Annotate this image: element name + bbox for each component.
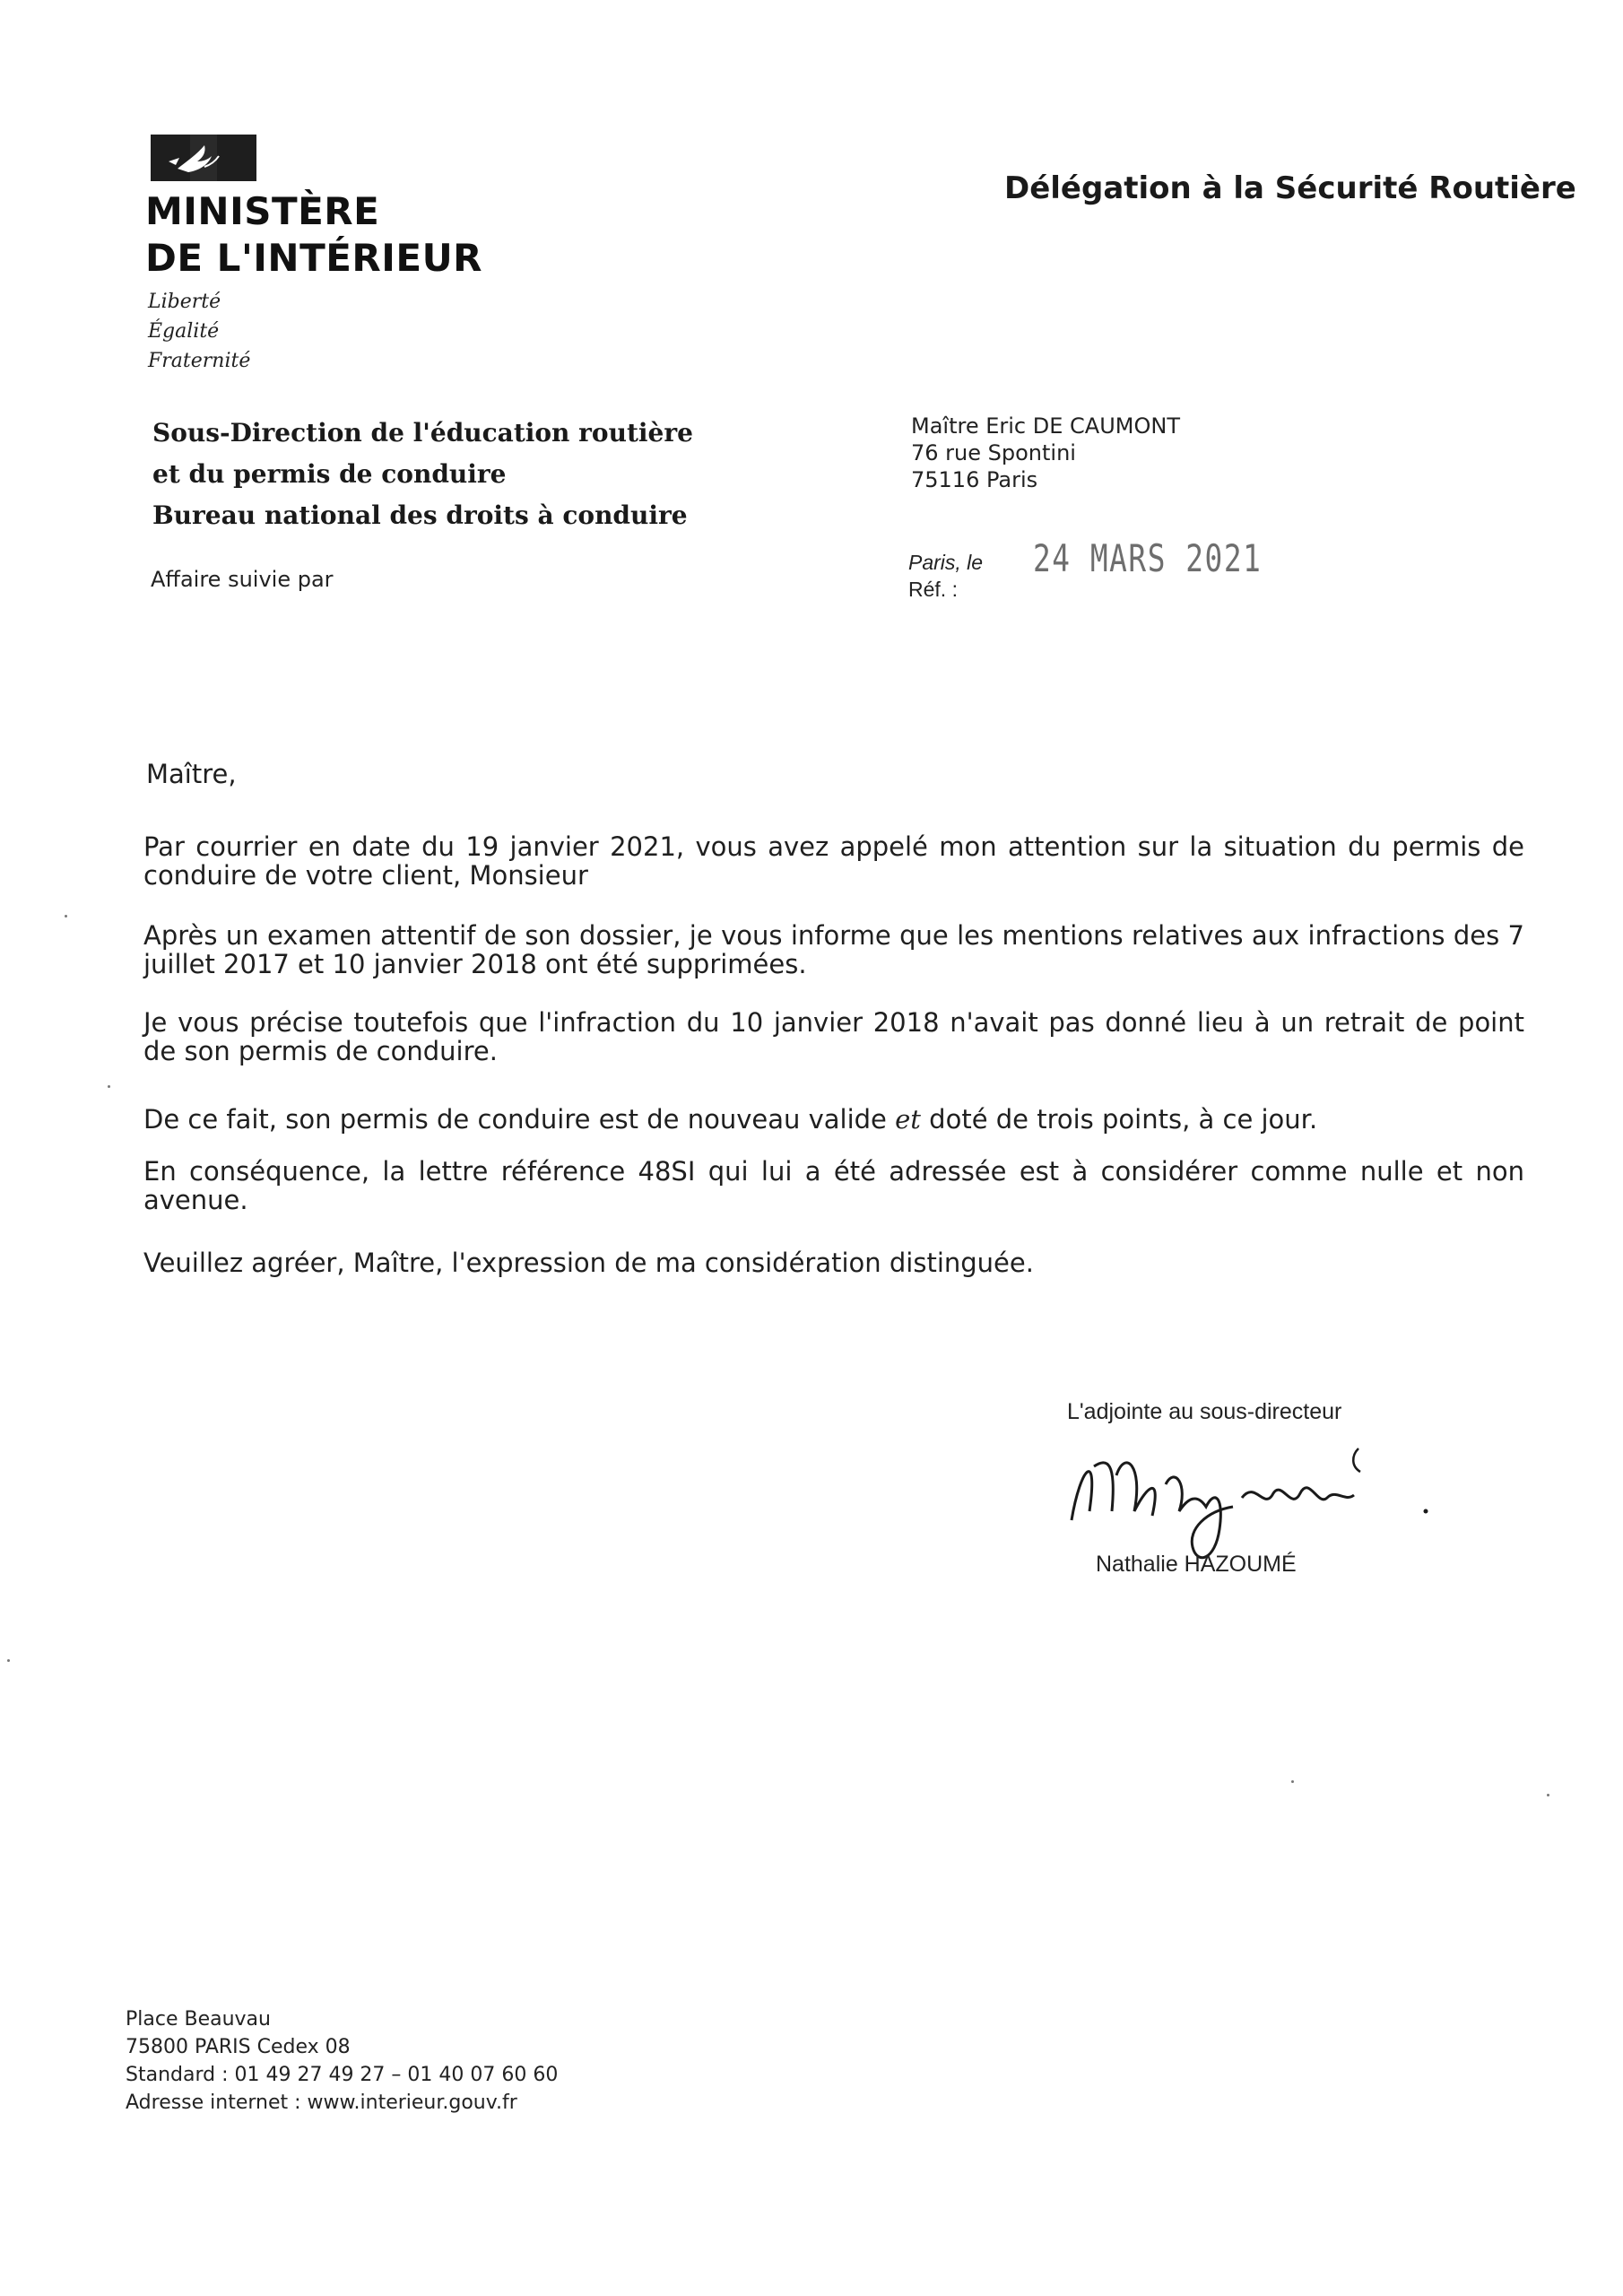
motto-egalite: Égalité (148, 320, 220, 343)
reference-label: Réf. : (908, 578, 958, 601)
footer-address: Place Beauvau (126, 2008, 271, 2031)
paragraph-4-start: De ce fait, son permis de conduire est de nouveau valide (143, 1104, 887, 1135)
footer-website: Adresse internet : www.interieur.gouv.fr (126, 2092, 517, 2114)
salutation: Maître, (146, 759, 237, 789)
direction-line1: Sous-Direction de l'éducation routière (152, 418, 693, 448)
paragraph-5: En conséquence, la lettre référence 48SI qui lui a été adressée est à considérer comme nulle et non avenue. (143, 1156, 1524, 1215)
direction-line2: et du permis de conduire (152, 459, 507, 489)
delegation-title: Délégation à la Sécurité Routière (1004, 170, 1576, 206)
date-stamp: 24 MARS 2021 (1033, 536, 1263, 580)
scan-speck (1291, 1780, 1294, 1783)
date-reference-block (908, 549, 983, 603)
scan-speck (7, 1659, 10, 1662)
sender-direction (152, 413, 693, 536)
paragraph-4 (143, 1105, 1524, 1134)
paragraph-1: Par courrier en date du 19 janvier 2021, vous avez appelé mon attention sur la situation du permis de conduire de votre client, Monsieur (143, 831, 1524, 891)
handwritten-correction: et (895, 1104, 921, 1135)
signatory-title: L'adjointe au sous-directeur (1067, 1399, 1342, 1424)
signatory-name: Nathalie HAZOUMÉ (1096, 1552, 1297, 1577)
scan-speck (65, 915, 67, 918)
paragraph-3: Je vous précise toutefois que l'infraction du 10 janvier 2018 n'avait pas donné lieu à un retrait de point de son permis de conduire. (143, 1007, 1524, 1066)
motto-fraternite: Fraternité (148, 350, 251, 372)
paragraph-4-end: doté de trois points, à ce jour. (929, 1104, 1318, 1135)
ministry-title (145, 188, 482, 282)
ministry-line1: MINISTÈRE (145, 189, 380, 233)
signature-block (1063, 1395, 1439, 1610)
recipient-city: 75116 Paris (911, 467, 1038, 492)
scan-speck (108, 1085, 110, 1088)
ministry-line2: DE L'INTÉRIEUR (145, 236, 483, 280)
footer-city: 75800 PARIS Cedex 08 (126, 2036, 351, 2058)
motto-liberte: Liberté (148, 291, 221, 313)
ministry-footer (126, 2005, 558, 2117)
footer-phone: Standard : 01 49 27 49 27 – 01 40 07 60 60 (126, 2064, 559, 2086)
scan-speck (1547, 1794, 1549, 1796)
republic-motto (148, 287, 250, 376)
affaire-suivie-label: Affaire suivie par (151, 567, 334, 592)
direction-line3: Bureau national des droits à conduire (152, 500, 688, 530)
date-place-label: Paris, le (908, 551, 984, 574)
paragraph-2: Après un examen attentif de son dossier, je vous informe que les mentions relatives aux infractions des 7 juillet 2017 et 10 janvier 2018 ont été supprimées. (143, 920, 1524, 979)
paragraph-6: Veuillez agréer, Maître, l'expression de ma considération distinguée. (143, 1248, 1034, 1278)
recipient-street: 76 rue Spontini (911, 440, 1076, 465)
handwritten-signature (1063, 1413, 1439, 1565)
recipient-address (911, 413, 1180, 493)
recipient-name: Maître Eric DE CAUMONT (911, 413, 1180, 439)
marianne-icon (151, 135, 256, 181)
